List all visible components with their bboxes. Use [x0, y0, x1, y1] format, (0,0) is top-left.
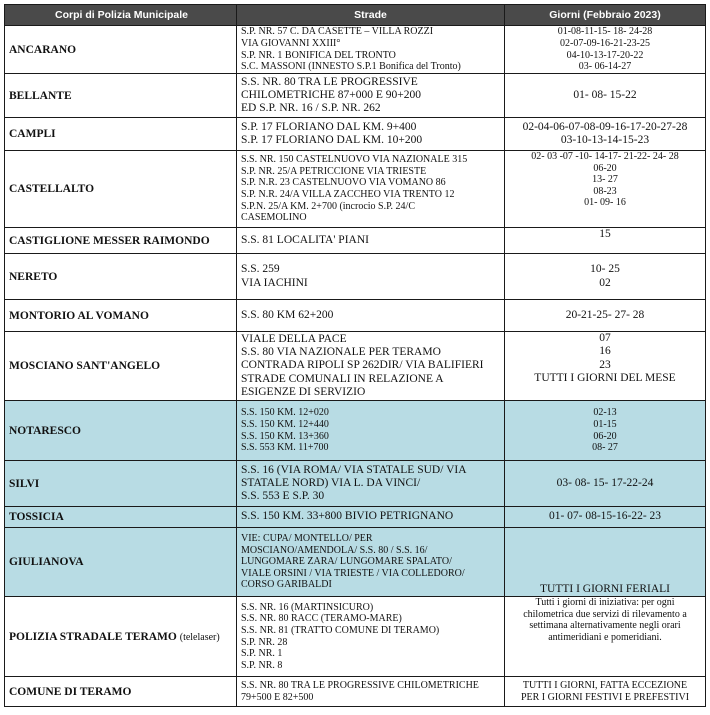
- giorni-line: antimeridiani e pomeridiani.: [548, 631, 662, 643]
- table-header-row: [5, 5, 706, 26]
- strada-line: CHILOMETRICHE 87+000 E 90+200: [241, 88, 422, 101]
- table-row-tossicia: [5, 507, 706, 528]
- strade-cell: [237, 597, 505, 677]
- table-row-ancarano: [5, 26, 706, 74]
- strada-line: S.C. MASSONI (INNESTO S.P.1 Bonifica del Tronto): [241, 61, 461, 73]
- table-row-silvi: [5, 461, 706, 507]
- strada-line: S.P. 17 FLORIANO DAL KM. 10+200: [241, 134, 423, 146]
- strada-line: MOSCIANO/AMENDOLA/ S.S. 80 / S.S. 16/: [241, 544, 428, 556]
- table-row-nereto: [5, 254, 706, 300]
- strade-cell: [237, 26, 505, 74]
- strada-line: S.S. NR. 16 (MARTINSICURO): [241, 601, 374, 613]
- header-giorni: Giorni (Febbraio 2023): [505, 5, 706, 26]
- table-row-comune-teramo: [5, 677, 706, 707]
- header-corpi: Corpi di Polizia Municipale: [5, 5, 237, 26]
- corpo-name: TOSSICIA: [5, 507, 237, 528]
- giorni-cell: [505, 26, 706, 74]
- giorni-line: 15: [599, 228, 611, 240]
- strade-cell: [237, 332, 505, 401]
- giorni-line: 03- 06-14-27: [578, 61, 632, 73]
- strada-line: S.S. 150 KM. 12+440: [241, 418, 329, 430]
- strade-cell: [237, 401, 505, 461]
- strada-line: S.S. NR. 80 TRA LE PROGRESSIVE CHILOMETRICHE: [241, 679, 479, 691]
- giorni-line: 06-20: [593, 162, 617, 174]
- corpo-name: CASTELLALTO: [5, 151, 237, 228]
- strada-line: S.P.N. 25/A KM. 2+700 (incrocio S.P. 24/C: [241, 200, 415, 212]
- giorni-line: 16: [599, 345, 611, 358]
- strada-line: S.P. NR. 57 C. DA CASETTE – VILLA ROZZI: [241, 26, 434, 38]
- strade-cell: [237, 151, 505, 228]
- giorni-line: 02- 03 -07 -10- 14-17- 21-22- 24- 28: [531, 151, 679, 162]
- giorni-line: 01- 08- 15-22: [573, 88, 637, 101]
- giorni-cell: [505, 401, 706, 461]
- giorni-line: Tutti i giorni di iniziativa: per ogni: [535, 597, 675, 608]
- giorni-cell: [505, 528, 706, 597]
- table-row-castellalto: [5, 151, 706, 228]
- giorni-line: 08- 27: [592, 442, 618, 454]
- speed-control-table: [4, 4, 706, 707]
- giorni-cell: [505, 597, 706, 677]
- header-strade: Strade: [237, 5, 505, 26]
- giorni-cell: [505, 228, 706, 254]
- giorni-line: 03-10-13-14-15-23: [560, 134, 650, 146]
- corpo-name: [5, 597, 237, 677]
- strada-line: ED S.P. NR. 16 / S.P. NR. 262: [241, 102, 381, 115]
- giorni-line: TUTTI I GIORNI DEL MESE: [534, 371, 676, 384]
- corpo-name: NOTARESCO: [5, 401, 237, 461]
- giorni-line: 01-08-11-15- 18- 24-28: [557, 26, 653, 38]
- strade-cell: [237, 118, 505, 151]
- table-row-castiglione: [5, 228, 706, 254]
- giorni-line: 02: [599, 276, 611, 289]
- strada-line: S.S. 16 (VIA ROMA/ VIA STATALE SUD/ VIA: [241, 463, 467, 476]
- strada-line: S.P. NR. 1: [241, 648, 283, 660]
- corpo-name-text: POLIZIA STRADALE TERAMO: [9, 630, 177, 643]
- table-row-mosciano: [5, 332, 706, 401]
- strada-line: S.P. N.R. 24/A VILLA ZACCHEO VIA TRENTO 12: [241, 189, 455, 200]
- strade-cell: [237, 507, 505, 528]
- giorni-line: 02-04-06-07-08-09-16-17-20-27-28: [522, 120, 688, 133]
- giorni-line: 10- 25: [590, 263, 620, 276]
- strada-line: S.P. N.R. 23 CASTELNUOVO VIA VOMANO 86: [241, 177, 446, 189]
- strada-line: STRADE COMUNALI IN RELAZIONE A: [241, 372, 444, 385]
- giorni-cell: [505, 461, 706, 507]
- giorni-cell: [505, 300, 706, 332]
- giorni-line: chilometrica due servizi di rilevamento a: [523, 608, 687, 620]
- strada-line: S.S. 80 KM 62+200: [241, 308, 334, 321]
- giorni-line: 07: [599, 332, 611, 344]
- strada-line: VIE: CUPA/ MONTELLO/ PER: [241, 533, 373, 545]
- strada-line: ESIGENZE DI SERVIZIO: [241, 385, 366, 398]
- giorni-cell: [505, 74, 706, 118]
- corpo-name: NERETO: [5, 254, 237, 300]
- table-row-notaresco: [5, 401, 706, 461]
- giorni-line: TUTTI I GIORNI, FATTA ECCEZIONE: [522, 679, 688, 691]
- strada-line: S.S. 81 LOCALITA' PIANI: [241, 233, 369, 246]
- strada-line: VIA IACHINI: [241, 276, 308, 289]
- giorni-line: TUTTI I GIORNI FERIALI: [540, 582, 670, 595]
- strada-line: S.S. NR. 150 CASTELNUOVO VIA NAZIONALE 315: [241, 154, 468, 166]
- giorni-line: 20-21-25- 27- 28: [565, 308, 645, 321]
- corpo-name: MONTORIO AL VOMANO: [5, 300, 237, 332]
- strada-line: S.S. 259: [241, 263, 280, 276]
- giorni-cell: [505, 254, 706, 300]
- giorni-line: 03- 08- 15- 17-22-24: [556, 476, 654, 489]
- strada-line: S.S. 80 VIA NAZIONALE PER TERAMO: [241, 346, 441, 359]
- strada-line: S.S. 150 KM. 13+360: [241, 430, 329, 442]
- giorni-line: 01- 09- 16: [584, 197, 626, 209]
- strada-line: S.S. 150 KM. 33+800 BIVIO PETRIGNANO: [241, 510, 454, 523]
- giorni-line: settimana alternativamente negli orari: [529, 620, 681, 632]
- strada-line: VIA GIOVANNI XXIII°: [241, 37, 341, 49]
- table-row-giulianova: [5, 528, 706, 597]
- strada-line: VIALE DELLA PACE: [241, 332, 347, 345]
- strade-cell: [237, 74, 505, 118]
- strada-line: S.S. 553 KM. 11+700: [241, 442, 329, 454]
- strada-line: STATALE NORD) VIA L. DA VINCI/: [241, 476, 421, 489]
- strada-line: S.P. NR. 25/A PETRICCIONE VIA TRIESTE: [241, 165, 427, 177]
- corpo-name: MOSCIANO SANT'ANGELO: [5, 332, 237, 401]
- strada-line: S.S. NR. 80 RACC (TERAMO-MARE): [241, 613, 402, 625]
- giorni-line: 01- 07- 08-15-16-22- 23: [548, 510, 662, 523]
- giorni-cell: [505, 677, 706, 707]
- strada-line: 79+500 E 82+500: [241, 691, 314, 703]
- strade-cell: [237, 228, 505, 254]
- strada-line: CONTRADA RIPOLI SP 262DIR/ VIA BALIFIERI: [241, 359, 484, 372]
- giorni-cell: [505, 332, 706, 401]
- table-row-montorio: [5, 300, 706, 332]
- strada-line: VIALE ORSINI / VIA TRIESTE / VIA COLLEDORO/: [241, 567, 465, 579]
- strada-line: S.S. 150 KM. 12+020: [241, 407, 329, 419]
- strada-line: CASEMOLINO: [241, 212, 307, 224]
- giorni-cell: [505, 151, 706, 228]
- giorni-line: 02-07-09-16-21-23-25: [560, 37, 650, 49]
- giorni-cell: [505, 507, 706, 528]
- strada-line: S.S. NR. 81 (TRATTO COMUNE DI TERAMO): [241, 624, 440, 636]
- strade-cell: [237, 461, 505, 507]
- strada-line: S.S. NR. 80 TRA LE PROGRESSIVE: [241, 75, 418, 88]
- strada-line: S.S. 553 E S.P. 30: [241, 490, 325, 503]
- giorni-line: 13- 27: [592, 174, 618, 186]
- strade-cell: [237, 528, 505, 597]
- corpo-name: BELLANTE: [5, 74, 237, 118]
- strada-line: S.P. 17 FLORIANO DAL KM. 9+400: [241, 120, 417, 133]
- corpo-name: CAMPLI: [5, 118, 237, 151]
- strade-cell: [237, 300, 505, 332]
- strade-cell: [237, 677, 505, 707]
- giorni-line: 01-15: [593, 418, 617, 430]
- strada-line: CORSO GARIBALDI: [241, 579, 332, 591]
- table-row-campli: [5, 118, 706, 151]
- strada-line: S.P. NR. 28: [241, 636, 288, 648]
- strada-line: LUNGOMARE ZARA/ LUNGOMARE SPALATO/: [241, 556, 452, 568]
- strada-line: S.P. NR. 1 BONIFICA DEL TRONTO: [241, 49, 396, 61]
- corpo-name: CASTIGLIONE MESSER RAIMONDO: [5, 228, 237, 254]
- giorni-line: PER I GIORNI FESTIVI E PREFESTIVI: [520, 691, 690, 703]
- giorni-line: 04-10-13-17-20-22: [566, 49, 644, 61]
- giorni-cell: [505, 118, 706, 151]
- corpo-name: ANCARANO: [5, 26, 237, 74]
- corpo-name-suffix: (telelaser): [179, 631, 220, 643]
- corpo-name: SILVI: [5, 461, 237, 507]
- giorni-line: 08-23: [593, 185, 617, 197]
- giorni-line: 02-13: [593, 407, 617, 419]
- corpo-name: COMUNE DI TERAMO: [5, 677, 237, 707]
- strade-cell: [237, 254, 505, 300]
- giorni-line: 23: [599, 358, 611, 371]
- corpo-name: GIULIANOVA: [5, 528, 237, 597]
- table-row-bellante: [5, 74, 706, 118]
- giorni-line: 06-20: [593, 430, 617, 442]
- table-row-polizia-stradale: [5, 597, 706, 677]
- strada-line: S.P. NR. 8: [241, 659, 283, 671]
